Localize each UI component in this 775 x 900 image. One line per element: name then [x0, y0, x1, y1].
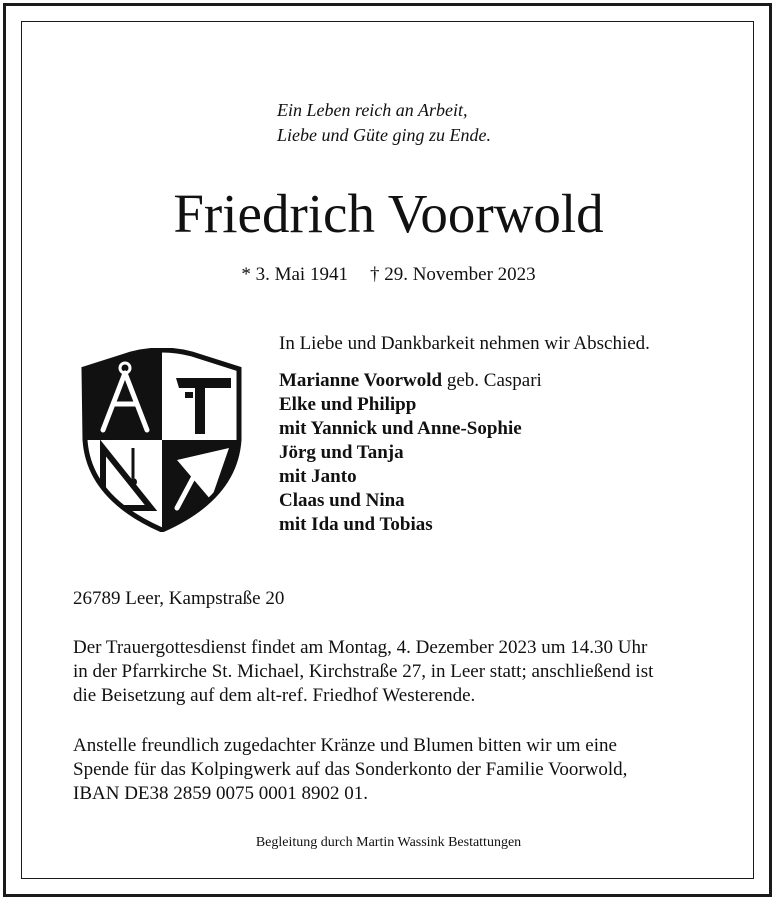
life-dates: [22, 262, 755, 288]
deceased-name: Friedrich Voorwold: [173, 183, 604, 244]
mourner-name: mit Janto: [279, 466, 357, 487]
motto-line-1: Ein Leben reich an Arbeit,: [277, 100, 468, 120]
mourner-name: mit Ida und Tobias: [279, 514, 433, 535]
motto-line-2: Liebe und Güte ging zu Ende.: [277, 125, 491, 145]
donation-line: Anstelle freundlich zugedachter Kränze und Blumen bitten wir um eine: [73, 735, 617, 756]
mourner-name: Elke und Philipp: [279, 394, 417, 415]
donation-line: IBAN DE38 2859 0075 0001 8902 01.: [73, 783, 369, 804]
motto: [277, 98, 491, 148]
mourner-line: [279, 417, 542, 441]
donation-request: [73, 734, 627, 806]
mourner-line: [279, 369, 542, 393]
death-date: † 29. November 2023: [369, 264, 536, 285]
mourner-line: [279, 513, 542, 537]
mourner-line: [279, 489, 542, 513]
service-line: in der Pfarrkirche St. Michael, Kirchstraße 27, in Leer statt; anschließend ist: [73, 661, 654, 682]
undertaker-credit: Begleitung durch Martin Wassink Bestattungen: [255, 835, 522, 850]
mourners-list: [279, 369, 542, 537]
farewell-text: In Liebe und Dankbarkeit nehmen wir Abschied.: [279, 333, 650, 354]
kolping-guild-crest-icon: [81, 348, 243, 532]
mourner-note: geb. Caspari: [442, 370, 542, 391]
address: 26789 Leer, Kampstraße 20: [73, 588, 285, 609]
funeral-service-info: [73, 636, 653, 708]
birth-date: * 3. Mai 1941: [241, 264, 348, 285]
service-line: Der Trauergottesdienst findet am Montag, 4. Dezember 2023 um 14.30 Uhr: [73, 637, 648, 658]
mourner-name: Marianne Voorwold: [279, 370, 443, 391]
mourner-line: [279, 441, 542, 465]
obituary-notice: [3, 3, 772, 897]
donation-line: Spende für das Kolpingwerk auf das Sonderkonto der Familie Voorwold,: [73, 759, 628, 780]
mourner-name: Jörg und Tanja: [279, 442, 404, 463]
mourner-name: mit Yannick und Anne-Sophie: [279, 418, 522, 439]
mourner-line: [279, 465, 542, 489]
service-line: die Beisetzung auf dem alt-ref. Friedhof Westerende.: [73, 685, 476, 706]
inner-frame: [21, 21, 754, 879]
mourner-name: Claas und Nina: [279, 490, 405, 511]
mourner-line: [279, 393, 542, 417]
